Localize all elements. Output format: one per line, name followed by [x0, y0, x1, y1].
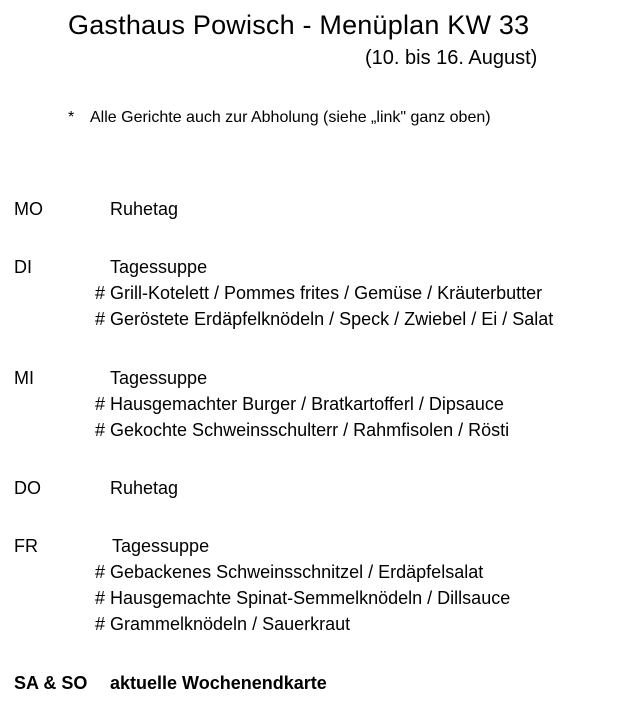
day-main-fr: Tagessuppe — [112, 536, 210, 556]
date-range: (10. bis 16. August) — [365, 47, 538, 69]
dish-item: # Hausgemachte Spinat-Semmelknödeln / Dillsauce — [95, 588, 511, 608]
note-marker: * — [68, 109, 75, 126]
weekend-menu: aktuelle Wochenendkarte — [110, 673, 327, 693]
day-main-mi: Tagessuppe — [110, 368, 208, 388]
day-label-do: DO — [14, 478, 41, 498]
day-label-mo: MO — [14, 199, 43, 219]
day-main-do: Ruhetag — [110, 478, 179, 498]
dish-item: # Hausgemachter Burger / Bratkartofferl / Dipsauce — [95, 394, 504, 414]
dish-item: # Grill-Kotelett / Pommes frites / Gemüse / Kräuterbutter — [95, 283, 543, 303]
dish-item: # Grammelknödeln / Sauerkraut — [95, 614, 351, 634]
day-label-mi: MI — [14, 368, 34, 388]
day-main-mo: Ruhetag — [110, 199, 179, 219]
dish-item: # Gebackenes Schweinsschnitzel / Erdäpfelsalat — [95, 562, 484, 582]
note-text: Alle Gerichte auch zur Abholung (siehe „link" ganz oben) — [90, 109, 491, 126]
day-label-fr: FR — [14, 536, 38, 556]
dish-item: # Gekochte Schweinsschulterr / Rahmfisolen / Rösti — [95, 420, 510, 440]
dish-item: # Geröstete Erdäpfelknödeln / Speck / Zwiebel / Ei / Salat — [95, 309, 554, 329]
day-label-weekend: SA & SO — [14, 673, 88, 693]
day-label-di: DI — [14, 257, 32, 277]
takeaway-note — [68, 109, 491, 127]
day-main-di: Tagessuppe — [110, 257, 208, 277]
page-title: Gasthaus Powisch - Menüplan KW 33 — [68, 10, 530, 40]
